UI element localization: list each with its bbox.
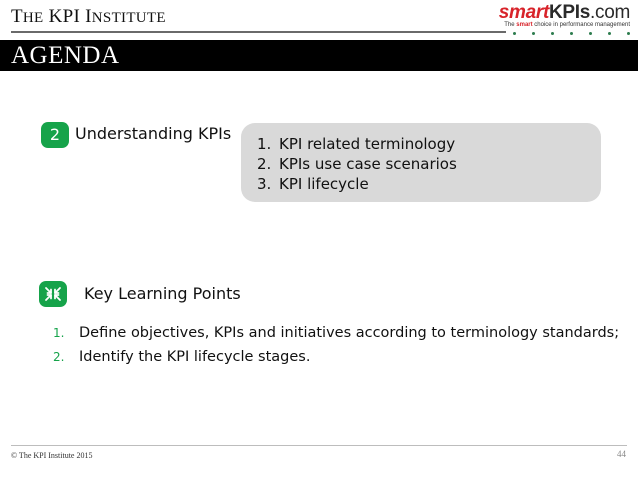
point-text: Define objectives, KPIs and initiatives according to terminology standards;	[79, 325, 620, 341]
learning-point	[53, 321, 619, 345]
agenda-title: AGENDA	[11, 42, 120, 69]
topic-text: KPI related terminology	[279, 135, 456, 153]
footer-copyright: © The KPI Institute 2015	[11, 451, 93, 460]
point-text: Identify the KPI lifecycle stages.	[79, 349, 311, 365]
topic-item	[257, 154, 457, 174]
brand-letters-nstitute: NSTITUTE	[91, 10, 166, 26]
key-learning-title: Key Learning Points	[84, 284, 241, 303]
topic-item	[257, 174, 457, 194]
learning-point	[53, 345, 619, 369]
converge-arrows-glyph	[39, 281, 67, 307]
brand-letter-i: I	[85, 6, 92, 27]
agenda-bar	[0, 40, 638, 71]
logo-com: .com	[590, 2, 630, 23]
brand-letters-he: HE	[22, 10, 44, 26]
topic-text: KPIs use case scenarios	[279, 155, 457, 173]
topics-list	[257, 134, 457, 194]
point-number: 2.	[53, 350, 65, 364]
logo-dot	[532, 32, 535, 35]
section-number-badge: 2	[41, 122, 69, 148]
smartkpis-logo	[498, 2, 634, 38]
topic-item	[257, 134, 457, 154]
logo-dot	[627, 32, 630, 35]
tagline-strong: smart	[516, 22, 533, 28]
tagline-prefix: The	[504, 22, 515, 28]
topic-number: 3.	[257, 175, 272, 193]
logo-wordmark	[499, 2, 630, 24]
page-number: 44	[617, 449, 626, 459]
logo-tagline	[504, 22, 630, 28]
logo-dots	[513, 32, 630, 35]
topic-number: 1.	[257, 135, 272, 153]
brand-letter-t: T	[11, 6, 23, 27]
logo-dot	[589, 32, 592, 35]
brand-kpi: KPI	[48, 6, 81, 27]
section-title: Understanding KPIs	[75, 124, 232, 143]
slide-header	[0, 0, 638, 40]
logo-kpis: KPIs	[548, 2, 591, 23]
header-divider	[11, 31, 506, 33]
converge-arrows-icon	[39, 281, 67, 307]
institute-brand	[11, 6, 166, 28]
point-number: 1.	[53, 326, 65, 340]
logo-dot	[570, 32, 573, 35]
learning-points-list	[53, 321, 619, 369]
logo-dot	[551, 32, 554, 35]
logo-dot	[513, 32, 516, 35]
topic-number: 2.	[257, 155, 272, 173]
footer-divider	[11, 445, 627, 446]
topic-text: KPI lifecycle	[279, 175, 369, 193]
logo-smart: smart	[498, 2, 549, 23]
tagline-suffix: choice in performance management	[534, 22, 630, 28]
logo-dot	[608, 32, 611, 35]
topics-box	[241, 123, 601, 202]
